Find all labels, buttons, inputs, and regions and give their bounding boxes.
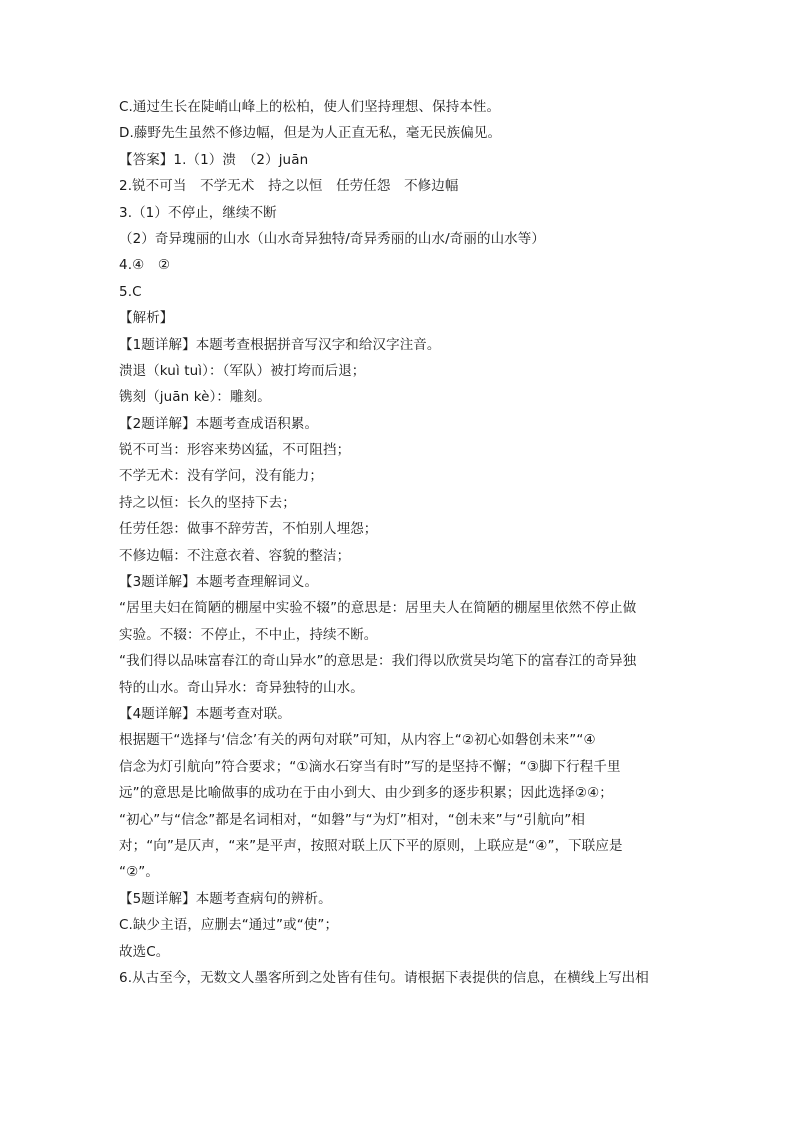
text-line: 不学无术：没有学问，没有能力；	[119, 468, 323, 485]
text-line: 5.C	[119, 283, 142, 300]
text-line: 【3题详解】本题考查理解词义。	[119, 574, 319, 591]
text-line: （2）奇异瑰丽的山水（山水奇异独特/奇异秀丽的山水/奇丽的山水等）	[119, 230, 545, 247]
text-line: 【1题详解】本题考查根据拼音写汉字和给汉字注音。	[119, 336, 441, 353]
text-line: 【答案】1.（1）溃 （2）juān	[119, 151, 309, 168]
text-line: 4.④ ②	[119, 257, 171, 274]
text-line: 镌刻（juān kè）：雕刻。	[119, 389, 271, 406]
text-line: 溃退（kuì tuì）：（军队）被打垮而后退；	[119, 362, 366, 379]
text-line: 【2题详解】本题考查成语积累。	[119, 415, 319, 432]
text-line: “我们得以品味富春江的奇山异水”的意思是：我们得以欣赏吴均笔下的富春江的奇异独	[119, 653, 637, 670]
text-line: 不修边幅：不注意衣着、容貌的整洁；	[119, 547, 351, 564]
text-line: 【解析】	[119, 310, 174, 327]
text-line: 特的山水。奇山异水：奇异独特的山水。	[119, 679, 364, 696]
text-line: 对；“向”是仄声，“来”是平声，按照对联上仄下平的原则，上联应是“④”，下联应是	[119, 837, 623, 854]
text-line: 【5题详解】本题考查病句的辨析。	[119, 890, 332, 907]
text-line: 信念为灯引航向”符合要求；“①滴水石穿当有时”写的是坚持不懈；“③脚下行程千里	[119, 758, 621, 775]
text-line: 3.（1）不停止，继续不断	[119, 204, 277, 221]
text-line: “②”。	[119, 864, 159, 881]
text-line: 根据题干“选择与‘信念’有关的两句对联”可知，从内容上“②初心如磐创未来”“④	[119, 732, 596, 749]
text-line: D.藤野先生虽然不修边幅，但是为人正直无私，毫无民族偏见。	[119, 125, 502, 142]
text-line: 锐不可当：形容来势凶猛，不可阻挡；	[119, 442, 351, 459]
text-line: 故选C。	[119, 943, 170, 960]
text-line: “居里夫妇在简陋的棚屋中实验不辍”的意思是：居里夫人在简陋的棚屋里依然不停止做	[119, 600, 637, 617]
text-line: 2.锐不可当 不学无术 持之以恒 任劳任怨 不修边幅	[119, 178, 459, 195]
text-line: 【4题详解】本题考查对联。	[119, 705, 291, 722]
text-line: “初心”与“信念”都是名词相对，“如磐”与“为灯”相对，“创未来”与“引航向”相	[119, 811, 585, 828]
text-line: C.缺少主语，应删去“通过”或“使”；	[119, 917, 339, 934]
text-line: C.通过生长在陡峭山峰上的松柏，使人们坚持理想、保持本性。	[119, 99, 501, 115]
text-line: 持之以恒：长久的坚持下去；	[119, 494, 296, 511]
text-line: 任劳任怨：做事不辞劳苦，不怕别人埋怨；	[119, 521, 378, 538]
text-line: 6.从古至今，无数文人墨客所到之处皆有佳句。请根据下表提供的信息，在横线上写出相	[119, 969, 649, 986]
document-page	[119, 94, 679, 991]
text-line: 实验。不辍：不停止，不中止，持续不断。	[119, 626, 378, 643]
text-line: 远”的意思是比喻做事的成功在于由小到大、由少到多的逐步积累；因此选择②④；	[119, 785, 613, 802]
